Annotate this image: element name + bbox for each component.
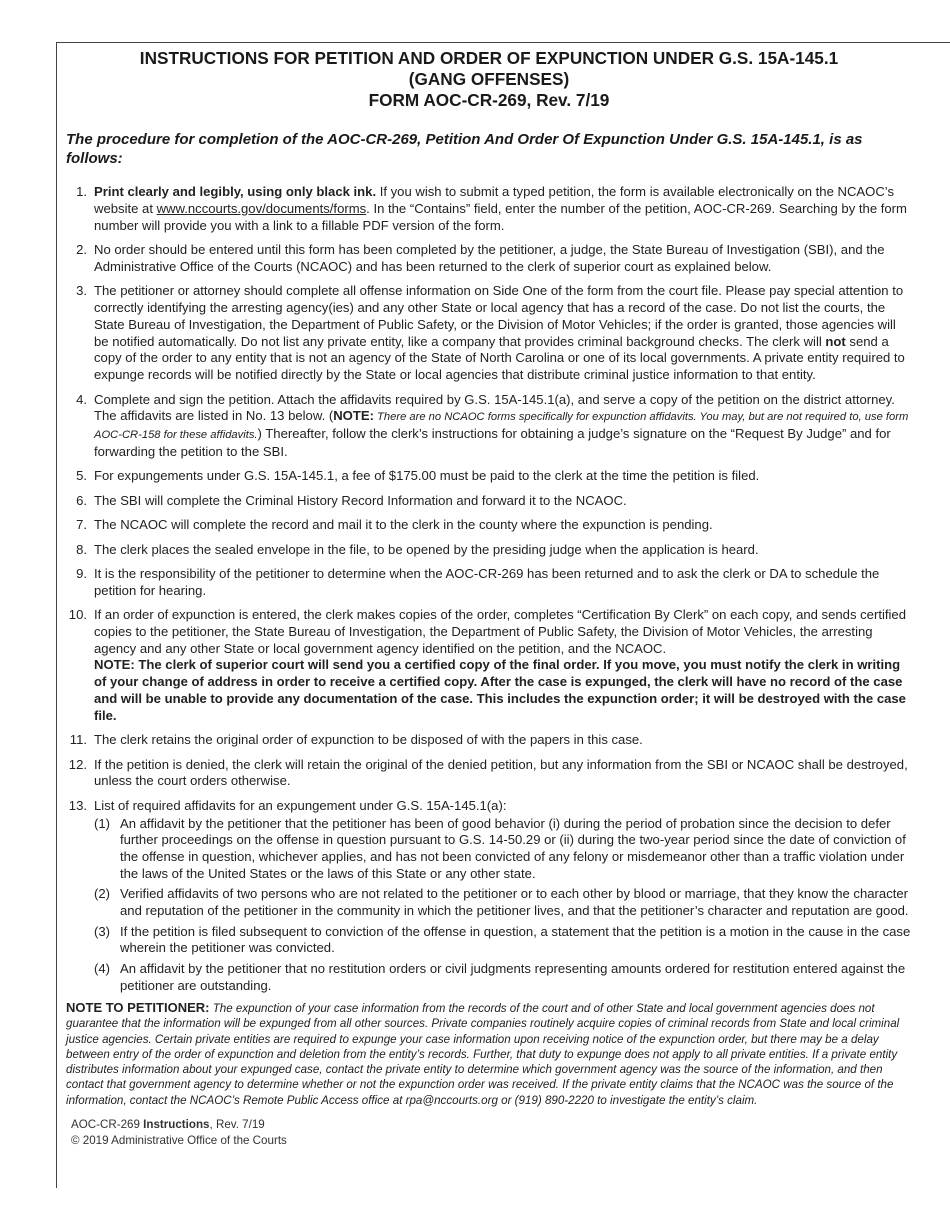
footer-form-line [71,1117,912,1133]
item-text: If you wish to submit a typed petition, the form is available electronically on the NCAOC’s website at [94,184,895,216]
sub-number: (3) [94,923,111,939]
footer-form-number: AOC-CR-269 [71,1118,144,1132]
sub-text: An affidavit by the petitioner that no restitution orders or civil judgments representing amounts ordered for restitution entered against the petitioner are outstanding. [120,960,906,993]
affidavit-item [94,816,912,883]
footer-copyright: © 2019 Administrative Office of the Courts [71,1133,287,1147]
item-number: 2. [76,241,87,257]
item-text: send a copy of the order to any entity that is not an agency of the State of North Carolina or one of its local governments. A private entity required to expunge records will be notified directly by the State or local agencies that distribute criminal justice information to that entity. [94,333,905,383]
note-to-petitioner-label: NOTE TO PETITIONER: [66,999,210,1015]
item-text: The NCAOC will complete the record and mail it to the clerk in the county where the expunction is pending. [94,517,713,533]
note-text: There are no NCAOC forms specifically for expunction affidavits. You may, but are not required to, use form AOC-CR-158 for these affidavits. [94,411,909,442]
item-number: 4. [76,391,87,407]
intro-text: The procedure for completion of the AOC-CR-269, Petition And Order Of Expunction Under G.S. 15A-145.1, is as follows: [66,131,863,167]
instruction-list [66,184,912,994]
item-text: The clerk places the sealed envelope in the file, to be opened by the presiding judge when the application is heard. [94,541,759,557]
item-number: 10. [68,607,87,623]
list-item [66,566,912,600]
item-text: The clerk retains the original order of expunction to be disposed of with the papers in this case. [94,732,643,748]
item-text: It is the responsibility of the petitioner to determine when the AOC-CR-269 has been returned and to ask the clerk or DA to schedule the petition for hearing. [94,565,880,598]
sub-number: (1) [94,815,111,831]
list-item [66,392,912,461]
footer-instructions: Instructions [143,1118,210,1132]
item-text: . In the “Contains” field, enter the number of the petition, AOC-CR-269. Searching by the form number will provide you with a link to a fillable PDF version of the form. [94,200,907,233]
item-number: 1. [76,184,87,199]
item-number: 13. [68,797,87,813]
note-label: NOTE: [333,408,374,424]
item-number: 9. [76,565,87,581]
item-number: 11. [69,732,87,748]
affidavit-list [94,816,912,995]
item-bold-text: Print clearly and legibly, using only black ink. [94,184,377,199]
sub-number: (2) [94,886,111,902]
item-bold-text: not [825,333,846,349]
sub-text: If the petition is filed subsequent to conviction of the offense in question, a statement that the petition is a motion in the cause in the case wherein the petitioner was convicted. [120,923,911,956]
item-text: For expungements under G.S. 15A-145.1, a fee of $175.00 must be paid to the clerk at the time the petition is filed. [94,468,760,484]
item-text: If an order of expunction is entered, the clerk makes copies of the order, completes “Certification By Clerk” on each copy, and sends certified copies to the petitioner, the State Bureau of Investigation, the Department of Public Safety, the Division of Motor Vehicles, the arresting agency and any other State or local government agency identified on the petition, and the NCAOC. [94,607,906,656]
item-number: 3. [76,283,87,299]
title-line-1: INSTRUCTIONS FOR PETITION AND ORDER OF EXPUNCTION UNDER G.S. 15A-145.1 [139,48,839,68]
list-item [66,493,912,510]
affidavit-item [94,924,912,958]
instructions-page [66,48,912,1148]
forms-website-link[interactable]: www.nccourts.gov/documents/forms [156,200,367,216]
list-item [66,517,912,534]
item-text: The petitioner or attorney should complete all offense information on Side One of the form from the court file. Please pay special attention to correctly identifying the arresting agency(ies) and any other State or local agency that has a record of the case. Do not list the courts, the State Bureau of Investigation, the Department of Public Safety, or the Division of Motor Vehicles; if the order is granted, those agencies will be notified automatically. Do not list any private entity, like a company that provides criminal background checks. The clerk will [94,283,904,349]
item-number: 6. [76,492,87,508]
item-number: 12. [68,756,87,772]
title-line-3: FORM AOC-CR-269, Rev. 7/19 [368,90,610,110]
title-line-2: (GANG OFFENSES) [408,69,570,89]
affidavit-item [94,961,912,995]
item-text: Complete and sign the petition. Attach the affidavits required by G.S. 15A-145.1(a), and serve a copy of the petition on the district attorney. The affidavits are listed in No. 13 below. ( [94,391,895,424]
item-text: The SBI will complete the Criminal History Record Information and forward it to the NCAOC. [94,492,627,508]
item-text: List of required affidavits for an expungement under G.S. 15A-145.1(a): [94,797,507,813]
list-item [66,542,912,559]
item-number: 8. [76,541,87,557]
footer-revision: , Rev. 7/19 [209,1118,265,1132]
list-item [66,798,912,995]
sub-text: Verified affidavits of two persons who are not related to the petitioner or to each other by blood or marriage, that they know the character and reputation of the petitioner in the community in which the petitioner lives, and that the petitioner’s character and reputation are good. [120,886,909,919]
sub-number: (4) [94,960,111,976]
form-footer [66,1117,912,1148]
list-item [66,607,912,725]
list-item [66,242,912,276]
page-border-left [56,42,57,1188]
document-title [66,48,912,111]
list-item [66,757,912,791]
note-to-petitioner [66,1001,912,1108]
list-item [66,184,912,234]
item-number: 5. [76,468,87,484]
affidavit-item [94,886,912,920]
item-text: If the petition is denied, the clerk will retain the original of the denied petition, but any information from the SBI or NCAOC shall be destroyed, unless the court orders otherwise. [94,756,908,789]
expunction-note: NOTE: The clerk of superior court will send you a certified copy of the final order. If you move, you must notify the clerk in writing of your change of address in order to receive a certified copy. After the case is expunged, the clerk will have no record of the case and will be unable to provide any documentation of the case. This includes the expunction order; it will be destroyed with the case file. [94,657,906,723]
item-text: No order should be entered until this form has been completed by the petitioner, a judge, the State Bureau of Investigation (SBI), and the Administrative Office of the Courts (NCAOC) and has been returned to the clerk of superior court as explained below. [94,241,885,274]
list-item [66,283,912,384]
note-to-petitioner-text: The expunction of your case information from the records of the court and of other State and local government agencies does not guarantee that the information will be expunged from all other sources. Private companies routinely acquire copies of criminal records from State and local criminal justice agencies. Certain private entities are required to expunge your case information upon receiving notice of the expunction order, but there may be a delay between entry of the order of expunction and deletion from the entity’s records. Further, that duty to expunge does not apply to all private entities. If a private entity distributes information about your expunged case, contact the private entity to determine which government agency was the source of the information, and then contact that government agency to determine whether or not the expunction order was received. If the private entity claims that the NCAOC was the source of the information, contact the NCAOC’s Remote Public Access office at rpa@nccourts.org or (919) 890-2220 to investigate the entity’s claim. [66,1001,900,1107]
sub-text: An affidavit by the petitioner that the petitioner has been of good behavior (i) during the period of probation since the decision to defer further proceedings on the offense in question pursuant to G.S. 14-50.29 or (ii) during the two-year period since the date of conviction of the offense in question, whichever applies, and has not been convicted of any felony or misdemeanor other than a traffic violation under the laws of the United States or the laws of this State or any other state. [120,815,906,882]
page-border-top [56,42,950,43]
item-number: 7. [76,517,87,533]
list-item [66,468,912,485]
list-item [66,732,912,749]
item-text: ) Thereafter, follow the clerk’s instructions for obtaining a judge’s signature on the “Request By Judge” and for forwarding the petition to the SBI. [94,426,891,459]
